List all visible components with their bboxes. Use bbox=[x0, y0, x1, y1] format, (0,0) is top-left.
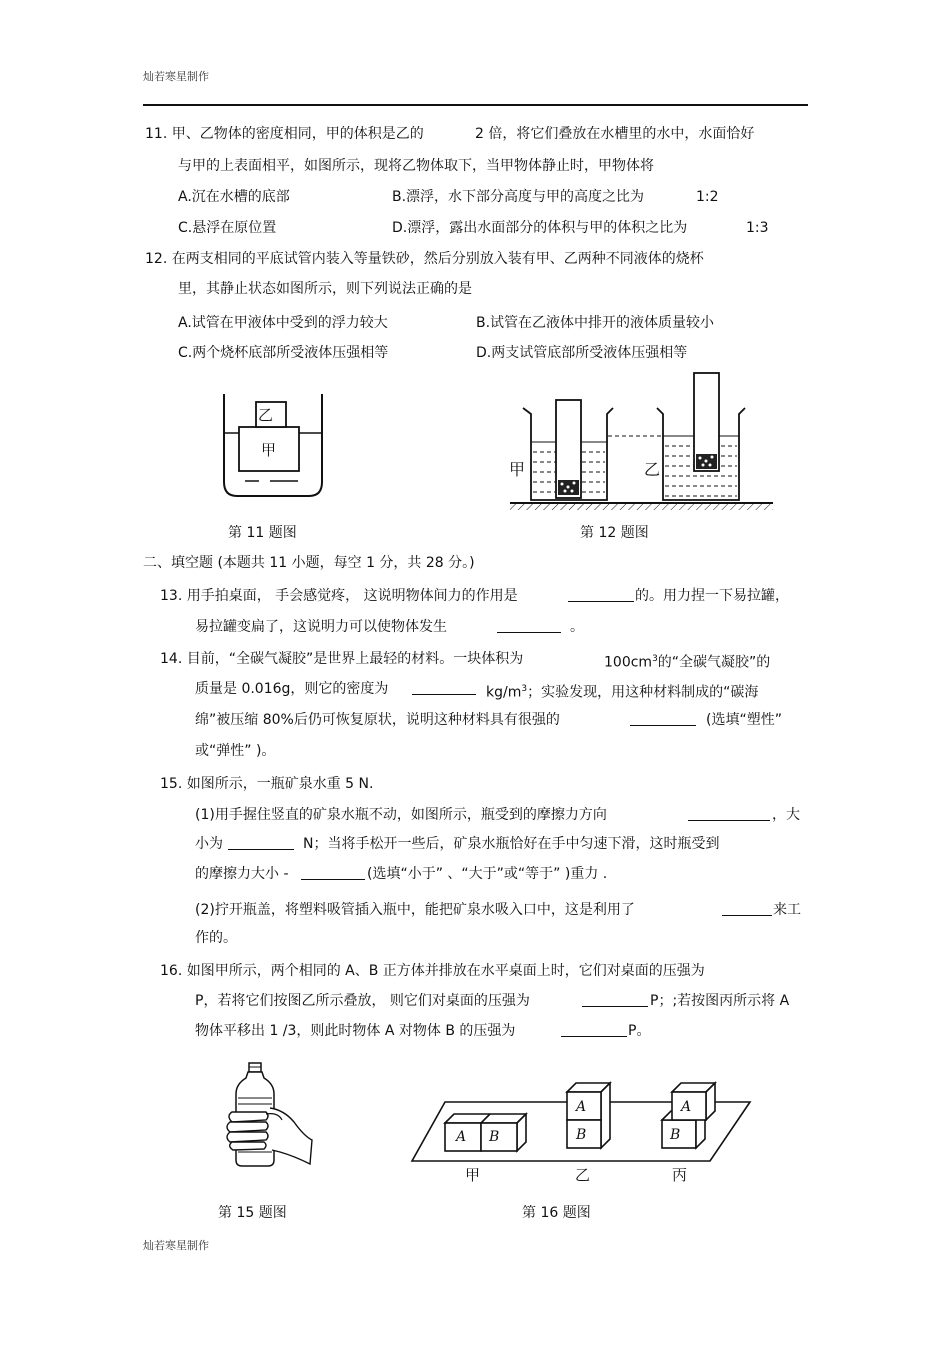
figure-12-label-jia: 甲 bbox=[509, 460, 526, 479]
q13-blank-1 bbox=[568, 587, 634, 602]
q12-option-a: A.试管在甲液体中受到的浮力较大 bbox=[178, 315, 388, 331]
figure-16-jia-label-b: B bbox=[489, 1129, 500, 1145]
q14-line3b: (选填“塑性” bbox=[706, 712, 782, 728]
header-divider bbox=[143, 104, 808, 106]
page-footer: 灿若寒星制作 bbox=[143, 1239, 209, 1252]
q16-line1: 16. 如图甲所示，两个相同的 A、B 正方体并排放在水平桌面上时，它们对桌面的压强为 bbox=[160, 963, 705, 979]
q16-blank-2 bbox=[561, 1022, 627, 1037]
q13-line1b: 的。用力捏一下易拉罐， bbox=[635, 588, 789, 604]
figure-11-caption: 第 11 题图 bbox=[228, 525, 297, 541]
q13-blank-2 bbox=[497, 618, 561, 633]
q11-option-c: C.悬浮在原位置 bbox=[178, 220, 277, 236]
q16-line2b: P；;若按图丙所示将 A bbox=[650, 993, 790, 1009]
figure-16-yi-label-b: B bbox=[576, 1127, 587, 1143]
q13-line2a: 易拉罐变扁了，这说明力可以使物体发生 bbox=[195, 619, 447, 635]
q15-p1-line2a: 小为 bbox=[195, 836, 223, 852]
q11-option-b: B.漂浮，水下部分高度与甲的高度之比为 bbox=[392, 189, 645, 205]
q12-line1: 12. 在两支相同的平底试管内装入等量铁砂，然后分别放入装有甲、乙两种不同液体的烧杯 bbox=[145, 251, 704, 267]
figure-11-label-yi: 乙 bbox=[258, 406, 274, 424]
figure-12-beakers bbox=[505, 370, 780, 515]
figure-12-label-yi: 乙 bbox=[644, 460, 661, 479]
q15-p2-line1b: 来工 bbox=[773, 902, 801, 918]
q15-p1-line1a: (1)用手握住竖直的矿泉水瓶不动，如图所示，瓶受到的摩擦力方向 bbox=[195, 807, 607, 823]
q15-p1-line3b: (选填“小于” 、“大于”或“等于” )重力 . bbox=[367, 866, 608, 882]
q14-line1b: $100cm^3$的“全碳气凝胶”的 bbox=[604, 654, 771, 671]
q14-line2b: $kg/m^3$；实验发现，用这种材料制成的“碳海 bbox=[486, 684, 759, 701]
figure-16-yi-label-a: A bbox=[576, 1099, 587, 1115]
figure-16-sub-jia: 甲 bbox=[465, 1166, 481, 1184]
figure-12-caption: 第 12 题图 bbox=[580, 525, 649, 541]
figure-15-bottle-in-hand bbox=[222, 1060, 317, 1170]
q16-line3a: 物体平移出 1 /3，则此时物体 A 对物体 B 的压强为 bbox=[195, 1023, 516, 1039]
q16-line3b: P。 bbox=[628, 1023, 651, 1039]
q15-p2-line1a: (2)拧开瓶盖，将塑料吸管插入瓶中，能把矿泉水吸入口中，这是利用了 bbox=[195, 902, 635, 918]
q14-line3a: 绵”被压缩 80%后仍可恢复原状，说明这种材料具有很强的 bbox=[195, 712, 560, 728]
q14-line4: 或“弹性” )。 bbox=[195, 743, 276, 759]
q15-p2-line2: 作的。 bbox=[195, 930, 237, 946]
q14-blank-1 bbox=[412, 680, 476, 695]
q15-p1-line3a: 的摩擦力大小 - bbox=[195, 866, 289, 882]
figure-16-bing-label-b: B bbox=[670, 1127, 681, 1143]
q11-line1-tail: 2 倍，将它们叠放在水槽里的水中，水面恰好 bbox=[475, 126, 755, 142]
q16-line2a: P，若将它们按图乙所示叠放， 则它们对桌面的压强为 bbox=[195, 993, 530, 1009]
q15-blank-2 bbox=[228, 835, 294, 850]
q12-option-c: C.两个烧杯底部所受液体压强相等 bbox=[178, 345, 389, 361]
q11-option-d-ratio: 1:3 bbox=[746, 220, 769, 236]
q11-option-a: A.沉在水槽的底部 bbox=[178, 189, 290, 205]
q13-line2b: 。 bbox=[570, 619, 584, 635]
q16-blank-1 bbox=[582, 992, 648, 1007]
figure-15-caption: 第 15 题图 bbox=[218, 1205, 287, 1221]
q11-option-b-ratio: 1:2 bbox=[696, 189, 719, 205]
q13-line1a: 13. 用手拍桌面， 手会感觉疼， 这说明物体间力的作用是 bbox=[160, 588, 518, 604]
q14-line2a: 质量是 0.016g，则它的密度为 bbox=[195, 681, 389, 697]
figure-16-sub-yi: 乙 bbox=[575, 1166, 591, 1184]
figure-16-caption: 第 16 题图 bbox=[522, 1205, 591, 1221]
q11-option-d: D.漂浮，露出水面部分的体积与甲的体积之比为 bbox=[392, 220, 688, 236]
q15-line1: 15. 如图所示，一瓶矿泉水重 5 N. bbox=[160, 776, 374, 792]
q11-line2: 与甲的上表面相平，如图所示，现将乙物体取下，当甲物体静止时，甲物体将 bbox=[178, 158, 654, 174]
q12-option-b: B.试管在乙液体中排开的液体质量较小 bbox=[476, 315, 715, 331]
figure-16-sub-bing: 丙 bbox=[672, 1166, 688, 1184]
q12-option-d: D.两支试管底部所受液体压强相等 bbox=[476, 345, 688, 361]
q11-line1: 11. 甲、乙物体的密度相同，甲的体积是乙的 bbox=[145, 126, 424, 142]
section-2-title: 二、填空题 (本题共 11 小题，每空 1 分，共 28 分。) bbox=[143, 555, 475, 571]
q14-blank-2 bbox=[630, 711, 696, 726]
q15-blank-1 bbox=[688, 806, 770, 821]
figure-16-jia-label-a: A bbox=[456, 1129, 467, 1145]
q15-blank-3 bbox=[301, 865, 365, 880]
q15-p1-line2b: N；当将手松开一些后，矿泉水瓶恰好在手中匀速下滑，这时瓶受到 bbox=[303, 836, 720, 852]
figure-11-label-jia: 甲 bbox=[261, 441, 277, 459]
page-header: 灿若寒星制作 bbox=[143, 70, 209, 83]
q12-line2: 里，其静止状态如图所示，则下列说法正确的是 bbox=[178, 281, 472, 297]
figure-16-bing-label-a: A bbox=[681, 1099, 692, 1115]
q15-p1-line1b: ，大 bbox=[772, 807, 800, 823]
q14-line1a: 14. 目前，“全碳气凝胶”是世界上最轻的材料。一块体积为 bbox=[160, 651, 524, 667]
q15-blank-4 bbox=[722, 901, 772, 916]
